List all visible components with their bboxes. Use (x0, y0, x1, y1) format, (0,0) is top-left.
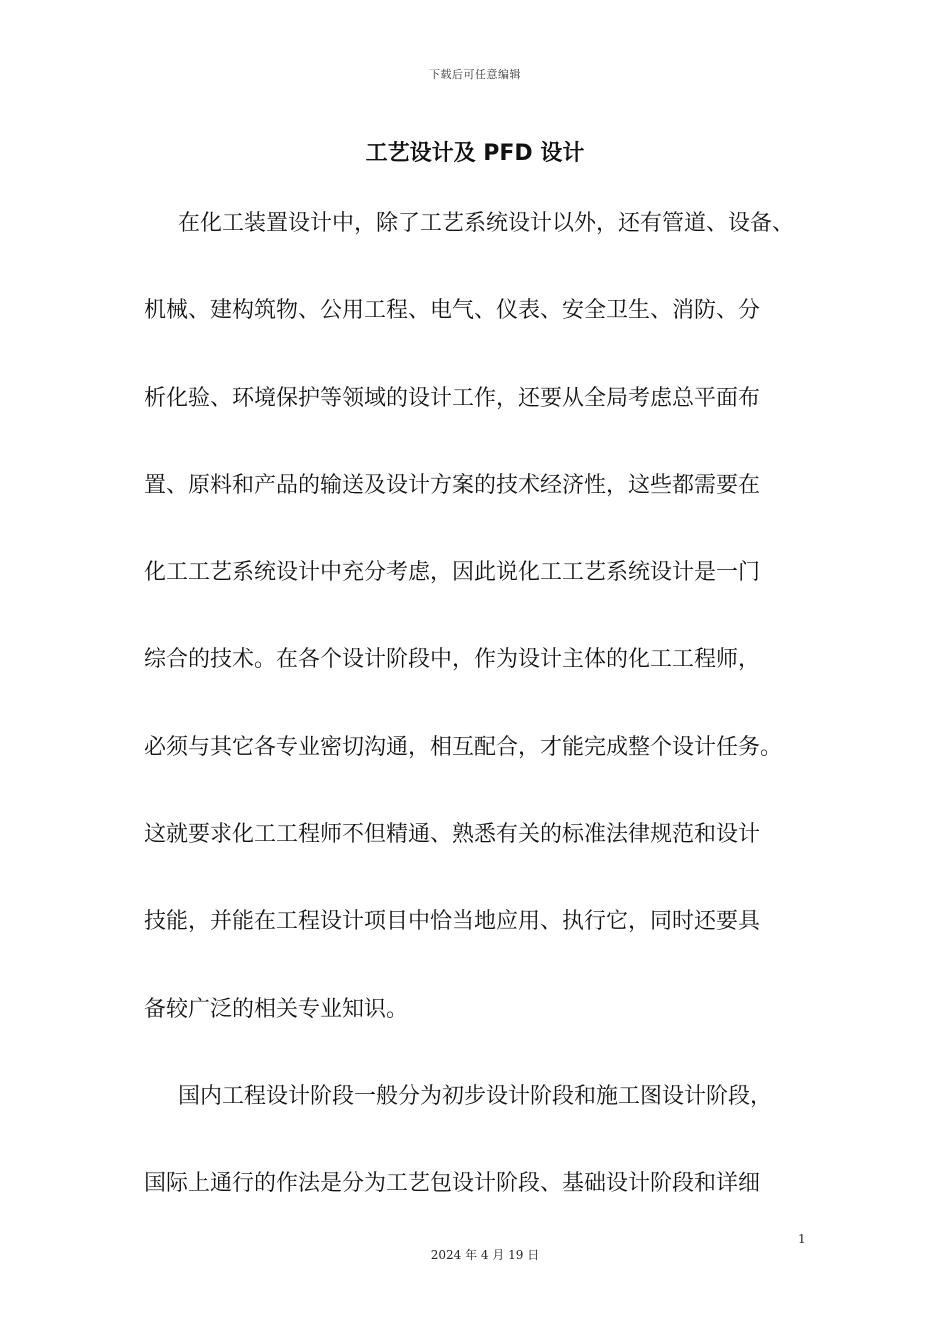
paragraph-2-line-1: 国内工程设计阶段一般分为初步设计阶段和施工图设计阶段， (178, 1083, 773, 1109)
paragraph-1-line-10: 备较广泛的相关专业知识。 (144, 996, 409, 1022)
body-text (144, 199, 812, 1247)
paragraph-1-line-5: 化工工艺系统设计中充分考虑，因此说化工工艺系统设计是一门 (144, 560, 761, 586)
paragraph-1-line-8: 这就要求化工工程师不但精通、熟悉有关的标准法律规范和设计 (144, 822, 761, 848)
footer-date: 2024 年 4 月 19 日 (430, 1248, 540, 1262)
paragraph-1-line-4: 置、原料和产品的输送及设计方案的技术经济性，这些都需要在 (144, 472, 761, 498)
paragraph-1-line-6: 综合的技术。在各个设计阶段中，作为设计主体的化工工程师， (144, 647, 761, 673)
paragraph-1-line-7: 必须与其它各专业密切沟通，相互配合，才能完成整个设计任务。 (144, 734, 783, 760)
paragraph-1-line-3: 析化验、环境保护等领域的设计工作，还要从全局考虑总平面布 (144, 385, 761, 411)
paragraph-2-line-2: 国际上通行的作法是分为工艺包设计阶段、基础设计阶段和详细 (144, 1171, 761, 1197)
document-title: 工艺设计及 PFD 设计 (365, 141, 585, 166)
header-note: 下载后可任意编辑 (429, 68, 521, 81)
paragraph-1-line-2: 机械、建构筑物、公用工程、电气、仪表、安全卫生、消防、分 (144, 298, 761, 324)
paragraph-1-line-1: 在化工装置设计中，除了工艺系统设计以外，还有管道、设备、 (178, 211, 795, 236)
page-number: 1 (798, 1232, 806, 1246)
paragraph-1-line-9: 技能，并能在工程设计项目中恰当地应用、执行它，同时还要具 (144, 909, 761, 935)
